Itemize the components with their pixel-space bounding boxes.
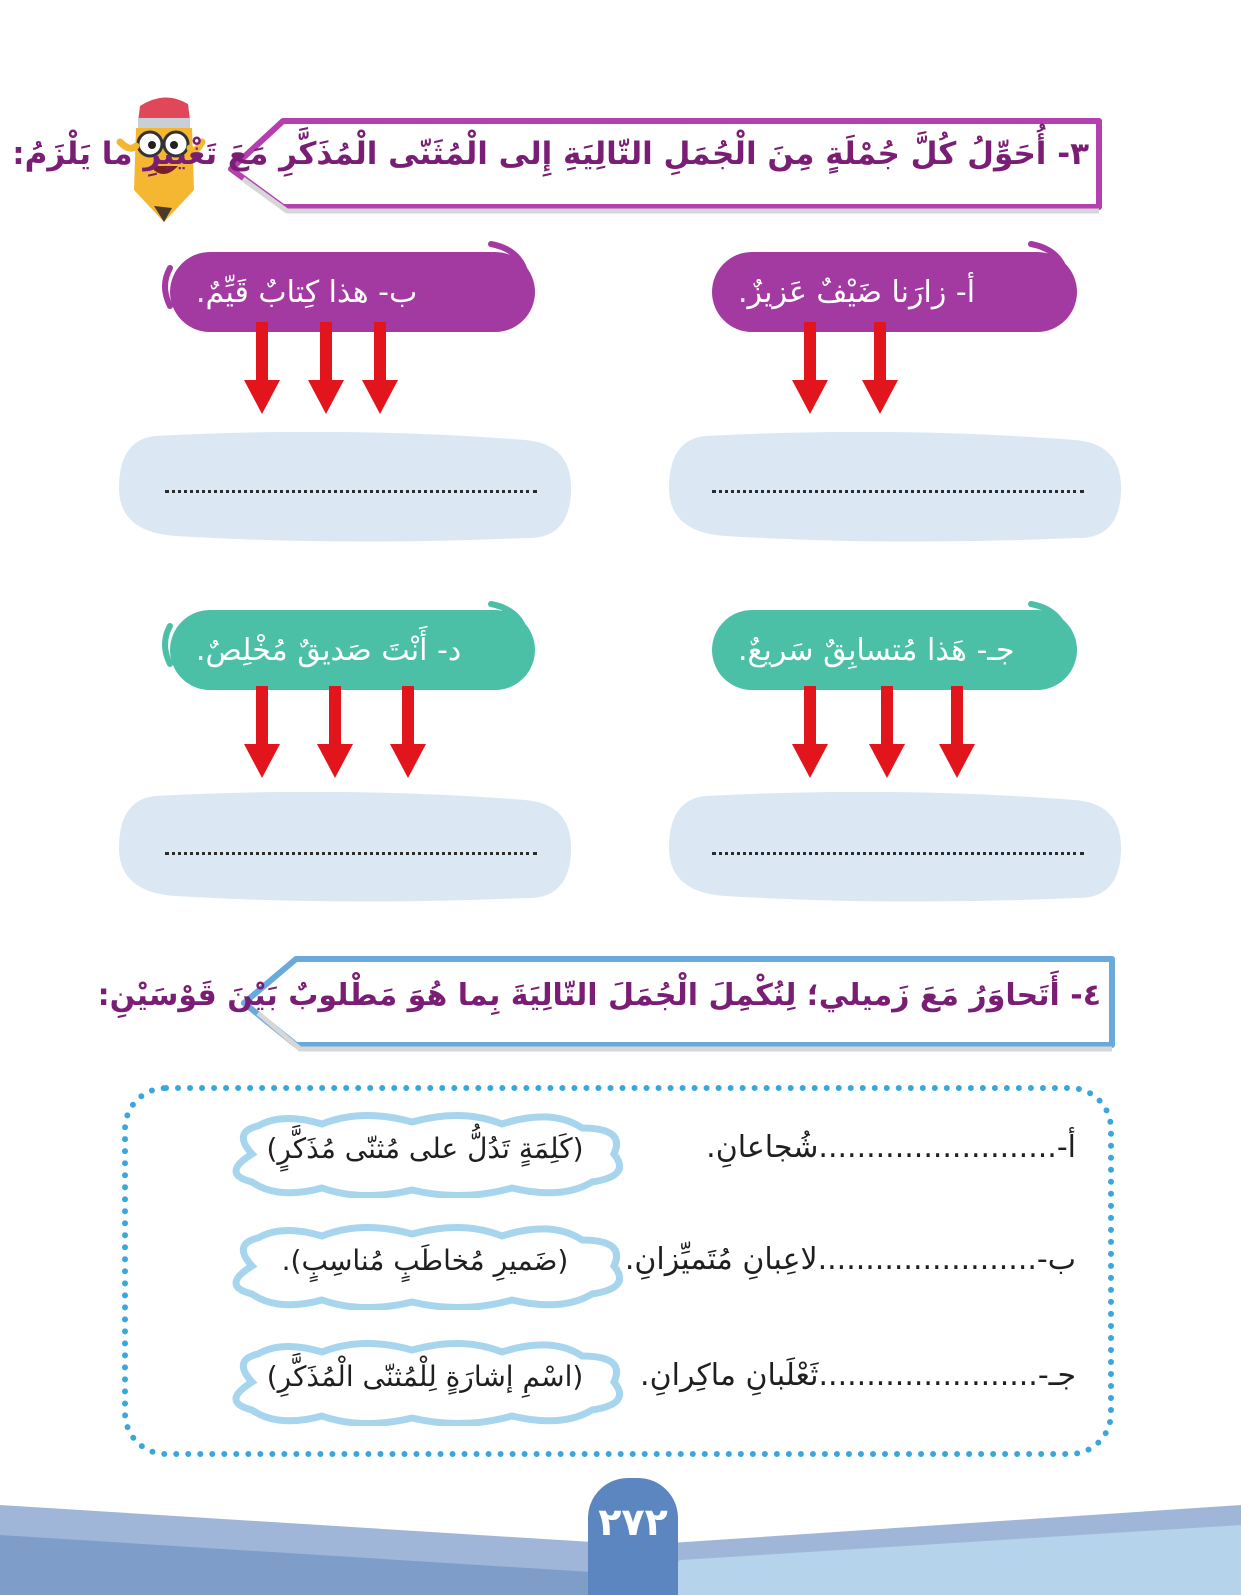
answer-line-b[interactable]: [165, 490, 537, 493]
completion-sentence-b: ب-.......................لاعِبانِ مُتَميِّزانِ.: [624, 1242, 1076, 1277]
completion-hint-c: (اسْمِ إشارَةٍ لِلْمُثنّى الْمُذَكَّرِ): [266, 1360, 584, 1393]
sentence-label-c: جـ- هَذا مُتسابِقٌ سَريعٌ.: [738, 632, 1015, 668]
completion-hint-a: (كَلِمَةٍ تَدُلُّ على مُثنّى مُذَكَّرٍ): [266, 1132, 584, 1165]
down-arrow-icon: [792, 686, 828, 778]
sentence-label-a: أ- زارَنا ضَيْفٌ عَزيزٌ.: [738, 274, 976, 310]
answer-box-a[interactable]: [665, 432, 1125, 544]
answer-line-c[interactable]: [712, 852, 1084, 855]
exercise4-title: ٤- أَتَحاوَرُ مَعَ زَميلي؛ لِنُكْمِلَ الْجُمَلَ التّالِيَةَ بِما هُوَ مَطْلوبٌ بَيْنَ قَوْسَيْنِ:: [97, 978, 1101, 1013]
answer-box-b[interactable]: [115, 432, 575, 544]
down-arrow-icon: [244, 686, 280, 778]
down-arrow-icon: [862, 322, 898, 414]
sentence-label-d: د- أَنْتَ صَديقٌ مُخْلِصٌ.: [196, 632, 462, 668]
answer-line-a[interactable]: [712, 490, 1084, 493]
answer-box-c[interactable]: [665, 792, 1125, 904]
completion-hint-b: (ضَميرِ مُخاطَبٍ مُناسِبٍ).: [281, 1244, 569, 1277]
page-number: ٢٧٢: [598, 1500, 668, 1544]
down-arrow-icon: [869, 686, 905, 778]
down-arrow-icon: [308, 322, 344, 414]
sentence-label-b: ب- هذا كِتابٌ قَيِّمٌ.: [196, 274, 418, 310]
down-arrow-icon: [244, 322, 280, 414]
down-arrow-icon: [390, 686, 426, 778]
completion-sentence-a: أ-.........................شُجاعانِ.: [706, 1130, 1076, 1165]
down-arrow-icon: [362, 322, 398, 414]
down-arrow-icon: [939, 686, 975, 778]
exercise3-title: ٣- أُحَوِّلُ كُلَّ جُمْلَةٍ مِنَ الْجُمَلِ التّالِيَةِ إِلى الْمُثَنّى الْمُذَكَّرِ مَعَ تَغْييرِ ما يَلْزَمُ:: [12, 136, 1089, 172]
answer-line-d[interactable]: [165, 852, 537, 855]
answer-box-d[interactable]: [115, 792, 575, 904]
down-arrow-icon: [317, 686, 353, 778]
completion-sentence-c: جـ-.......................ثَعْلَبانِ ماكِرانِ.: [640, 1358, 1076, 1393]
down-arrow-icon: [792, 322, 828, 414]
